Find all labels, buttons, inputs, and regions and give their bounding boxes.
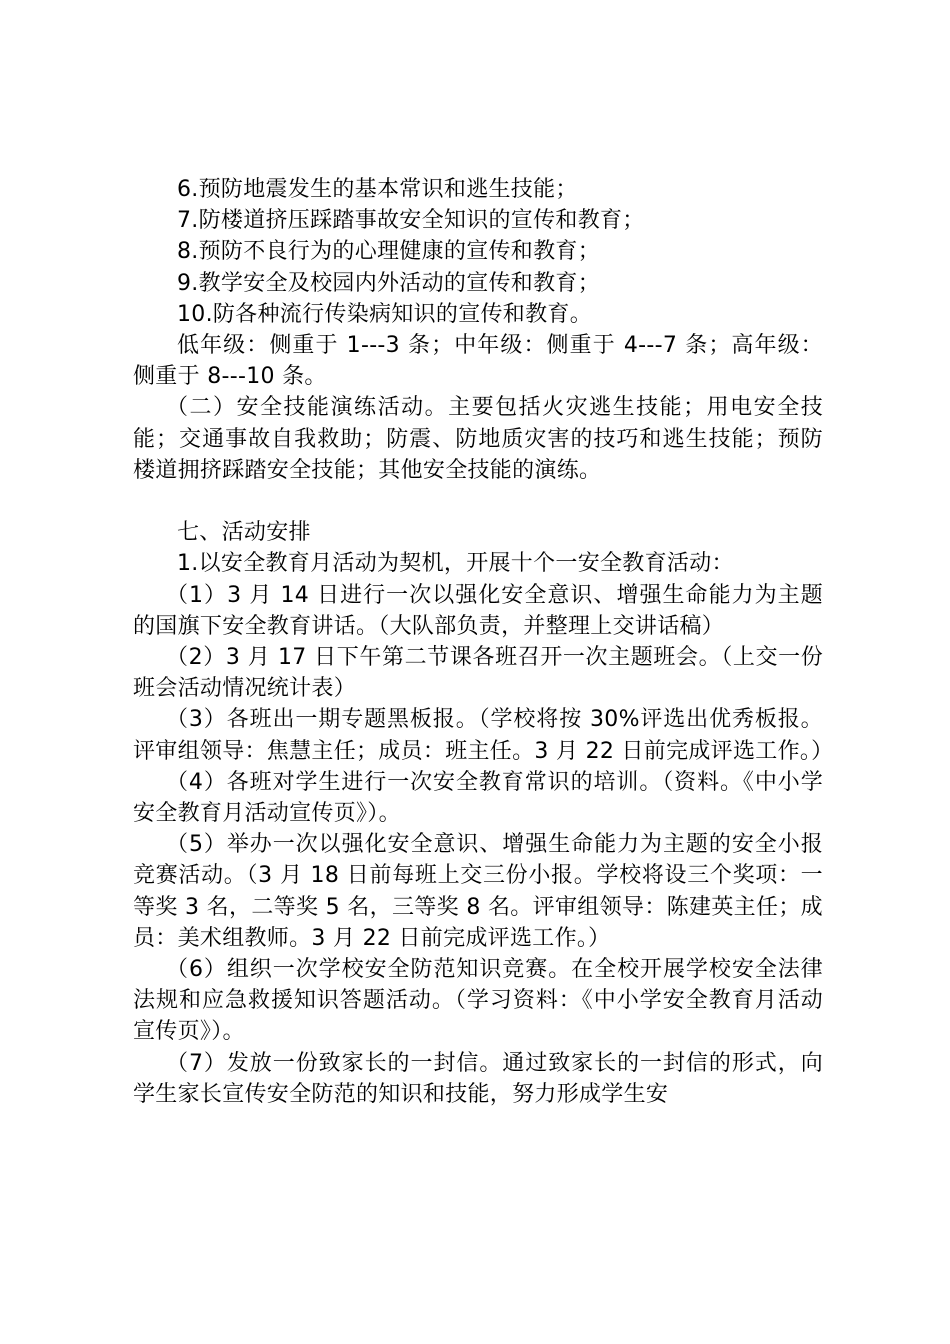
list-item-7: 7.防楼道挤压踩踏事故安全知识的宣传和教育； <box>177 208 645 234</box>
activity-item-7: （7）发放一份致家长的一封信。通过致家长的一封信的形式，向学生家长宣传安全防范的知识和技能，努力形成学生安 <box>133 1050 823 1107</box>
activity-item-2: （2）3 月 17 日下午第二节课各班召开一次主题班会。（上交一份班会活动情况统计表） <box>133 645 823 702</box>
activity-item-3: （3）各班出一期专题黑板报。（学校将按 30%评选出优秀板报。评审组领导：焦慧主任；成员：班主任。3 月 22 日前完成评选工作。） <box>133 707 834 764</box>
document-body <box>133 174 834 1110</box>
list-item-8: 8.预防不良行为的心理健康的宣传和教育； <box>177 239 600 265</box>
list-item-6: 6.预防地震发生的基本常识和逃生技能； <box>177 177 578 202</box>
activity-item-5: （5）举办一次以强化安全意识、增强生命能力为主题的安全小报竞赛活动。（3 月 18 日前每班上交三份小报。学校将设三个奖项：一等奖 3 名，二等奖 5 名，三等奖 8 名。评审组领导：陈建英主任；成员：美术组教师。3 月 22 日前完成评选工作。） <box>133 832 823 951</box>
list-item-9: 9.教学安全及校园内外活动的宣传和教育； <box>177 270 600 296</box>
skills-drill-paragraph: （二）安全技能演练活动。主要包括火灾逃生技能；用电安全技能；交通事故自我救助；防震、防地质灾害的技巧和逃生技能；预防楼道拥挤踩踏安全技能；其他安全技能的演练。 <box>133 395 823 483</box>
activity-item-6: （6）组织一次学校安全防范知识竞赛。在全校开展学校安全法律法规和应急救援知识答题活动。（学习资料：《中小学安全教育月活动宣传页》）。 <box>133 957 823 1045</box>
activity-item-4: （4）各班对学生进行一次安全教育常识的培训。（资料。《中小学安全教育月活动宣传页》）。 <box>133 769 823 827</box>
paragraph-spacer <box>133 486 823 517</box>
grade-focus-paragraph: 低年级：侧重于 1---3 条；中年级：侧重于 4---7 条；高年级：侧重于 8---10 条。 <box>133 333 823 390</box>
list-item-10: 10.防各种流行传染病知识的宣传和教育。 <box>177 301 592 327</box>
section-heading: 七、活动安排 <box>177 520 311 546</box>
activity-intro: 1.以安全教育月活动为契机，开展十个一安全教育活动： <box>177 551 734 577</box>
activity-item-1: （1）3 月 14 日进行一次以强化安全意识、增强生命能力为主题的国旗下安全教育讲话。（大队部负责，并整理上交讲话稿） <box>133 582 823 639</box>
